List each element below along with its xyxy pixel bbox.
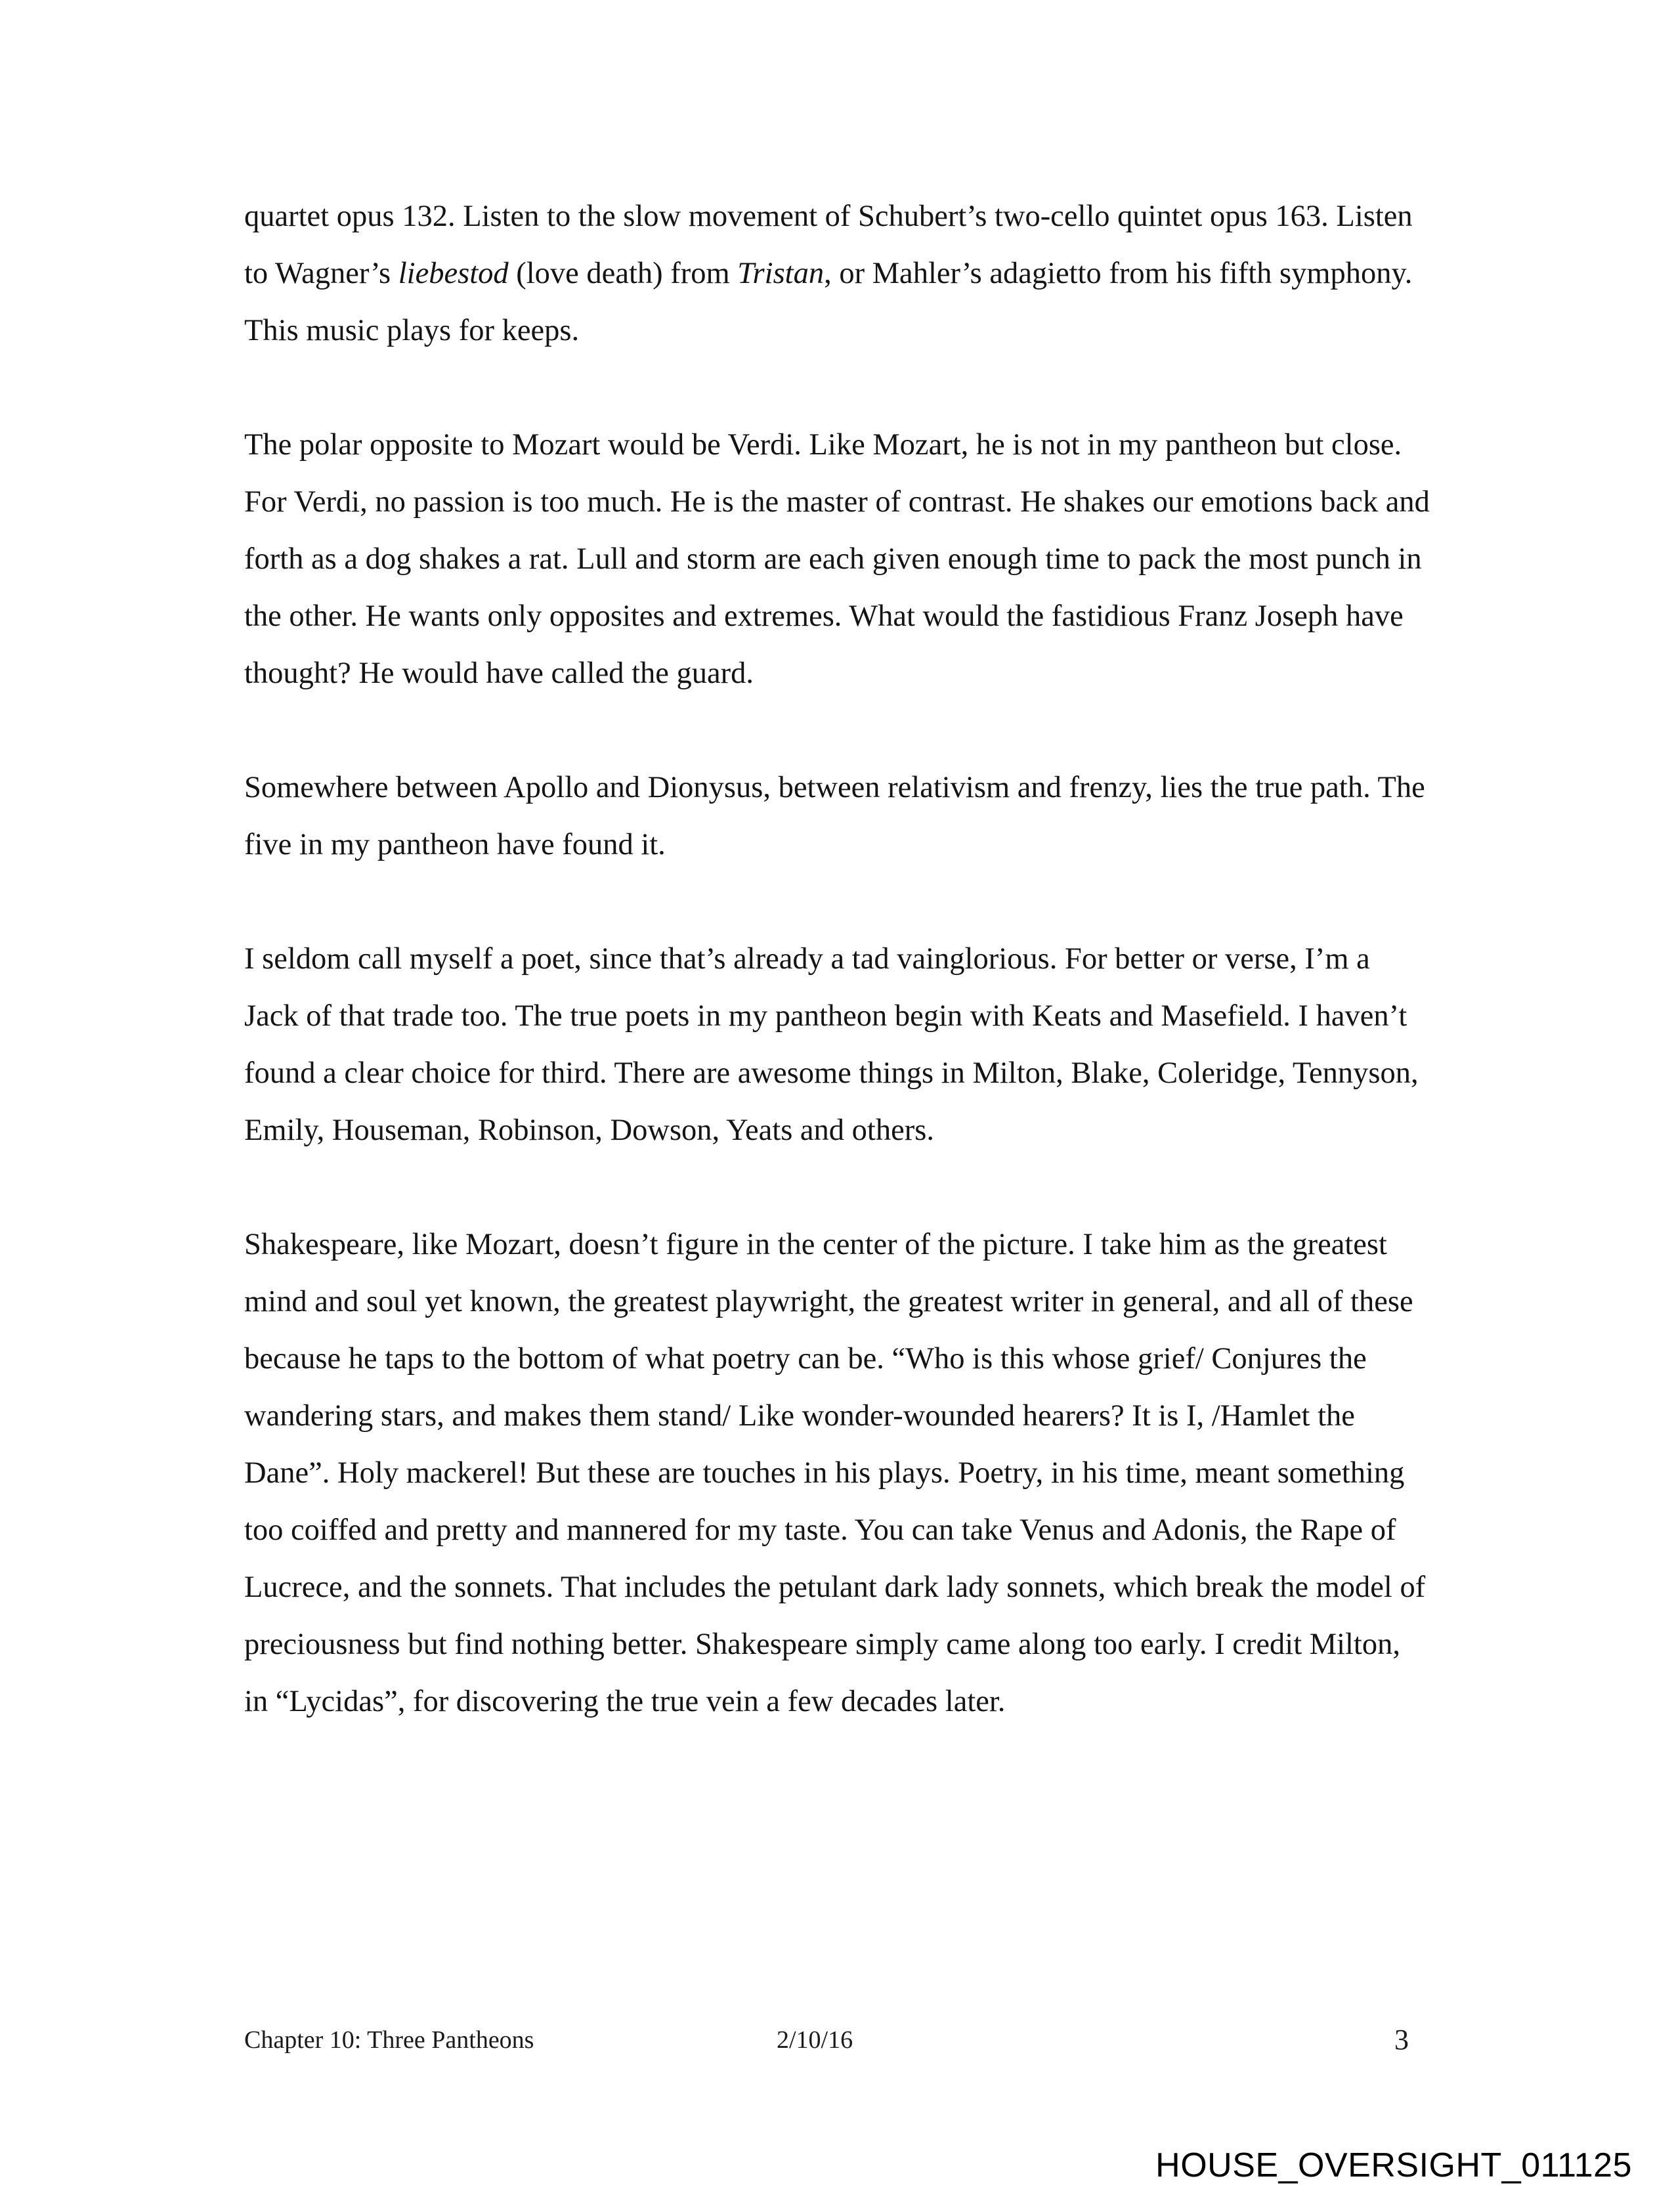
footer-date: 2/10/16	[777, 2026, 853, 2054]
footer-page-number: 3	[1394, 2024, 1409, 2056]
paragraph-1-text: quartet opus 132. Listen to the slow movement of Schubert’s two-cello quintet opus 163. Listen to Wagner’s	[244, 200, 1413, 290]
paragraph-1-text: (love death) from	[508, 257, 738, 290]
bates-number: HOUSE_OVERSIGHT_011125	[1155, 2146, 1632, 2184]
italic-tristan: Tristan	[737, 257, 825, 290]
paragraph-1-text: , or Mahler’s adagietto from his fifth symphony. This music plays for keeps.	[244, 257, 1413, 347]
paragraph-4	[244, 930, 1430, 1159]
footer-chapter-title: Chapter 10: Three Pantheons	[244, 2026, 534, 2054]
paragraph-3-text: Somewhere between Apollo and Dionysus, between relativism and frenzy, lies the true path. The five in my pantheon have found it.	[244, 771, 1425, 861]
paragraph-4-text: I seldom call myself a poet, since that’s already a tad vainglorious. For better or verse, I’m a Jack of that trade too. The true poets in my pantheon begin with Keats and Masefield. I haven’t found a clear choice for third. There are awesome things in Milton, Blake, Coleridge, Tennyson, Emily, Houseman, Robinson, Dowson, Yeats and others.	[244, 942, 1419, 1147]
paragraph-5	[244, 1216, 1430, 1730]
italic-liebestod: liebestod	[398, 257, 509, 290]
paragraph-1	[244, 188, 1430, 359]
paragraph-3	[244, 759, 1430, 873]
paragraph-5-text: Shakespeare, like Mozart, doesn’t figure in the center of the picture. I take him as the greatest mind and soul yet known, the greatest playwright, the greatest writer in general, and all of these because he taps to the bottom of what poetry can be. “Who is this whose grief/ Conjures the wandering stars, and makes them stand/ Like wonder-wounded hearers? It is I, /Hamlet the Dane”. Holy mackerel! But these are touches in his plays. Poetry, in his time, meant something too coiffed and pretty and mannered for my taste. You can take Venus and Adonis, the Rape of Lucrece, and the sonnets. That includes the petulant dark lady sonnets, which break the model of preciousness but find nothing better. Shakespeare simply came along too early. I credit Milton, in “Lycidas”, for discovering the true vein a few decades later.	[244, 1228, 1426, 1718]
paragraph-2-text: The polar opposite to Mozart would be Verdi. Like Mozart, he is not in my pantheon but close. For Verdi, no passion is too much. He is the master of contrast. He shakes our emotions back and forth as a dog shakes a rat. Lull and storm are each given enough time to pack the most punch in the other. He wants only opposites and extremes. What would the fastidious Franz Joseph have thought? He would have called the guard.	[244, 428, 1430, 690]
page-body	[244, 188, 1430, 1730]
paragraph-2	[244, 416, 1430, 702]
